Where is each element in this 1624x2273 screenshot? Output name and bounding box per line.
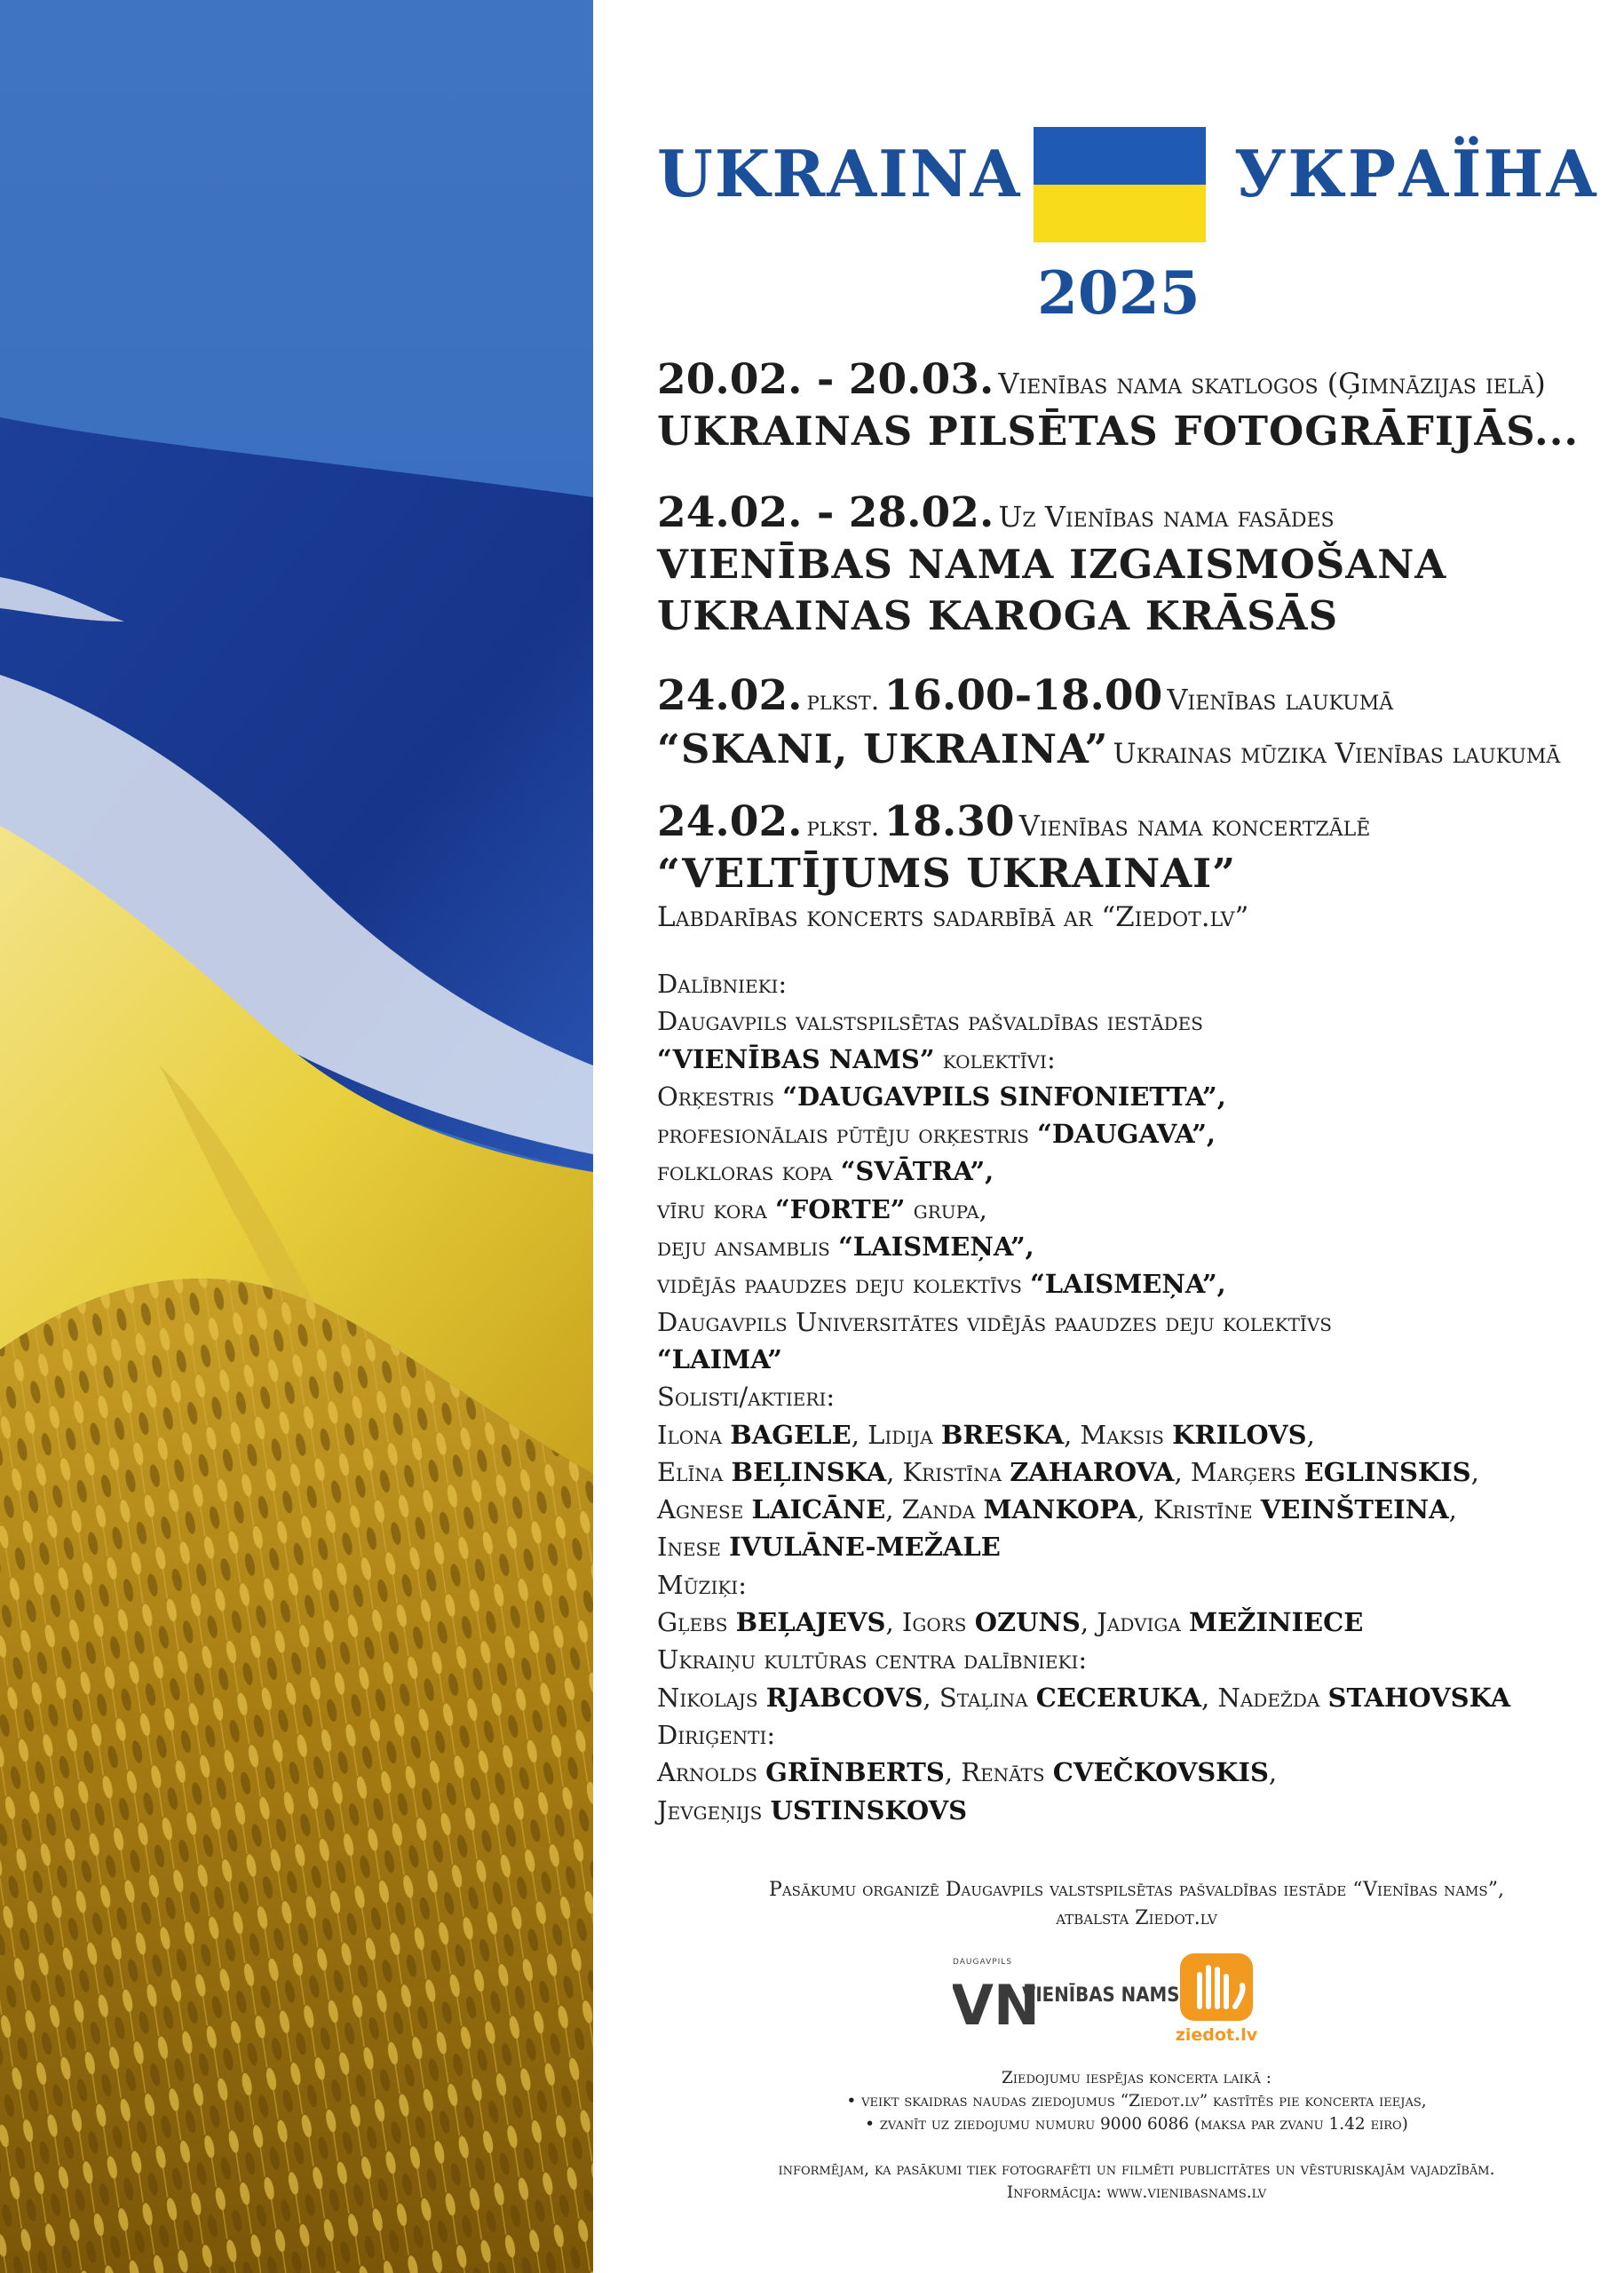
musicians-heading: Mūziķi: [657,1569,747,1600]
list-text: , [1470,1456,1479,1487]
ensemble-name: “LAISMEŅA”, [1030,1269,1226,1300]
event-2-title-line-1: VIENĪBAS NAMA IZGAISMOŠANA [657,541,1447,588]
info-note [657,2158,1616,2205]
event-2 [657,488,1616,641]
event-1-title: UKRAINAS PILSĒTAS FOTOGRĀFIJĀS... [657,408,1580,455]
list-item [657,1604,1616,1641]
event-3-time: 16.00-18.00 [883,671,1163,720]
list-text: Elīna [657,1456,732,1487]
organizer-note [657,1876,1616,1933]
poster-content [593,0,1624,2273]
list-text: , Renāts [944,1757,1053,1788]
event-4-title: “VELTĪJUMS UKRAINAI” [657,850,1237,897]
person-surname: IVULĀNE-MEŽALE [729,1532,1001,1563]
list-item [657,1265,1616,1303]
ensemble-name: “FORTE” [775,1193,906,1224]
info-line-2: Informācija: www.vienibasnams.lv [1006,2183,1267,2202]
wheat-stalks [0,1279,593,2273]
vn-logo-mark: VN [953,1973,1040,2038]
event-4-time: 18.30 [883,797,1015,846]
person-surname: LAICĀNE [751,1494,886,1525]
list-text: , Kristīna [886,1456,1010,1487]
person-surname: GRĪNBERTS [765,1757,945,1788]
event-4-time-prefix: plkst. [806,812,880,843]
header-word-ukraina: UKRAINA [657,136,1022,211]
person-surname: STAHOVSKA [1327,1682,1511,1713]
ukrainian-centre-heading: Ukraiņu kultūras centra dalībnieki: [657,1644,1088,1675]
list-text: , Nadežda [1201,1682,1328,1713]
list-text: Jevgeņijs [657,1794,771,1826]
list-item [657,1078,1616,1115]
event-3 [657,671,1616,775]
list-text: Orķestris [657,1081,783,1112]
list-item: Daugavpils Universitātes vidējās paaudzes deju kolektīvs [657,1306,1332,1337]
list-text: Gļebs [657,1607,736,1638]
list-text: , Igors [885,1607,975,1638]
list-item [657,1416,1616,1453]
event-3-title-row [657,724,1616,775]
ukraine-flag-wheat-photo [0,0,593,2273]
ensemble-name: “LAIMA” [657,1343,782,1374]
list-text: , Maksis [1064,1419,1173,1450]
person-surname: ZAHAROVA [1010,1456,1175,1487]
person-surname: USTINSKOVS [770,1794,968,1826]
person-surname: MANKOPA [983,1494,1137,1525]
vn-logo-name: VIENĪBAS NAMS [1022,1984,1180,2007]
header-year: 2025 [1037,258,1200,328]
person-surname: BAGELE [730,1419,852,1450]
person-surname: BEĻAJEVS [735,1607,886,1638]
list-item [657,1041,1616,1078]
flag-stripe-blue [1034,127,1206,185]
list-item [657,1191,1616,1228]
ziedot-logo [1176,1953,1258,2045]
list-item [657,1228,1616,1265]
conductors-heading: Diriģenti: [657,1719,776,1750]
donation-info [657,2067,1616,2136]
list-text: deju ansamblis [657,1232,839,1263]
soloists-heading: Solisti/aktieri: [657,1382,836,1413]
list-text: , [1448,1494,1457,1525]
list-item [657,1528,1616,1565]
event-1-date: 20.02. - 20.03. [657,355,994,404]
organizer-line-1: Pasākumu organizē Daugavpils valstspilsētas pašvaldības iestāde “Vienības nams”, [769,1879,1504,1901]
ensemble-name: “DAUGAVPILS SINFONIETTA”, [782,1081,1226,1112]
list-text: , [1268,1757,1278,1788]
list-text: Agnese [657,1494,752,1525]
person-surname: RJABCOVS [765,1682,923,1713]
donation-heading: Ziedojumu iespējas koncerta laikā : [1001,2069,1272,2087]
person-surname: VEINŠTEINA [1260,1494,1449,1525]
list-text: folkloras kopa [657,1156,841,1187]
list-text: , Zanda [885,1494,984,1525]
organizer-line-2: atbalsta Ziedot.lv [1056,1907,1217,1929]
event-4-date: 24.02. [657,797,803,846]
list-text: , Staļina [923,1682,1036,1713]
event-1 [657,355,1616,457]
event-3-venue: Vienības laukumā [1167,683,1394,717]
flag-stripe-yellow [1034,185,1206,242]
list-text: grupa, [905,1193,987,1224]
event-2-venue: Uz Vienības nama fasādes [998,500,1335,534]
person-surname: BEĻINSKA [731,1456,887,1487]
list-text: Ilona [657,1419,731,1450]
donation-item-1: • veikt skaidras naudas ziedojumus “Ziedot.lv” kastītēs pie koncerta ieejas, [846,2092,1427,2111]
participants-heading: Dalībnieki: [657,969,788,999]
person-surname: EGLINSKIS [1303,1456,1471,1487]
list-text: Nikolajs [657,1682,766,1713]
event-1-venue: Vienības nama skatlogos (Ģimnāzijas ielā) [998,367,1546,400]
ensemble-name: “LAISMEŅA”, [838,1232,1034,1263]
ensemble-name: “DAUGAVA”, [1037,1119,1216,1150]
ukraine-flag-icon [1034,127,1206,242]
ensemble-name: “VIENĪBAS NAMS” [657,1043,935,1074]
person-surname: BRESKA [940,1419,1065,1450]
list-text: Inese [657,1532,730,1563]
list-item [657,1491,1616,1528]
event-3-time-prefix: plkst. [806,685,880,717]
list-text: , Kristīne [1137,1494,1261,1525]
list-item [657,1341,1616,1378]
event-4 [657,797,1616,933]
person-surname: CVEČKOVSKIS [1052,1757,1269,1788]
list-item [657,1115,1616,1152]
list-text: vidējās paaudzes deju kolektīvs [657,1269,1031,1300]
list-text: vīru kora [657,1193,775,1224]
event-2-title-line-2: UKRAINAS KAROGA KRĀSĀS [657,591,1339,639]
info-line-1: informējam, ka pasākumi tiek fotografēti un filmēti publicitātes un vēsturiskajām vajadzībām. [778,2160,1495,2179]
event-4-subtitle: Labdarības koncerts sadarbībā ar “Ziedot.lv” [657,900,1249,933]
event-3-title-note: Ukrainas mūzika Vienības laukumā [1113,738,1561,770]
header-word-ukraina-cyrillic: УКРАЇНА [1234,136,1600,211]
list-text: , Jadviga [1080,1607,1190,1638]
list-item [657,1453,1616,1491]
list-text: profesionālais pūtēju orķestris [657,1119,1038,1150]
list-text: kolektīvi: [934,1043,1056,1074]
list-text: , [1306,1419,1315,1450]
sponsor-logos [953,1953,1326,2051]
photo-graphic [0,0,593,2273]
list-item [657,1792,1616,1829]
person-surname: OZUNS [974,1607,1081,1638]
event-2-date: 24.02. - 28.02. [657,488,994,537]
list-item [657,1679,1616,1716]
participants-list [657,965,1616,1829]
person-surname: KRILOVS [1172,1419,1307,1450]
list-text: , Lidija [851,1419,941,1450]
person-surname: MEŽINIECE [1189,1607,1364,1638]
event-4-venue: Vienības nama koncertzālē [1018,809,1371,843]
list-item [657,1754,1616,1791]
ensemble-name: “SVĀTRA”, [840,1156,994,1187]
list-text: , Marģers [1174,1456,1304,1487]
list-text: Arnolds [657,1757,766,1788]
list-item [657,1152,1616,1190]
vienibas-nams-logo [953,1958,1180,2038]
donation-item-2: • zvanīt uz ziedojumu numuru 9000 6086 (maksa par zvanu 1.42 eiro) [865,2115,1408,2134]
ziedot-logo-text: ziedot.lv [1175,2025,1258,2045]
event-3-title: “SKANI, UKRAINA” [657,725,1109,772]
person-surname: CECERUKA [1035,1682,1202,1713]
list-item: Daugavpils valstspilsētas pašvaldības iestādes [657,1006,1203,1037]
vn-logo-small-text: DAUGAVPILS [953,1958,1013,1967]
logos-graphic [953,1953,1326,2051]
event-3-date: 24.02. [657,671,803,720]
